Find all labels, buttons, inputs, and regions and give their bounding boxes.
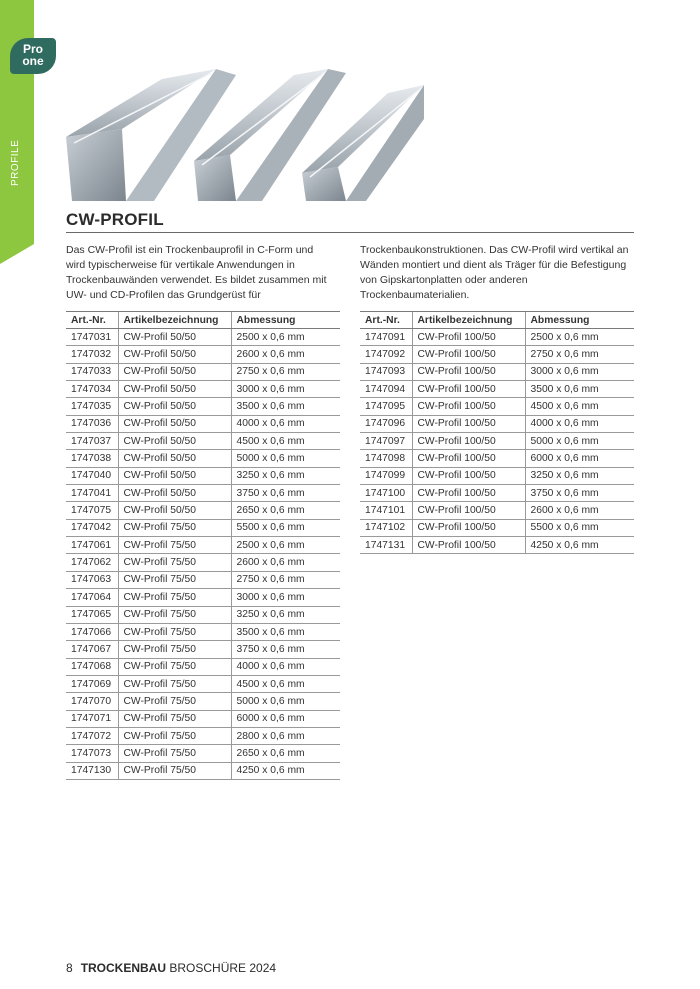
- cell-bezeichnung: CW-Profil 50/50: [118, 502, 231, 519]
- cell-art-nr: 1747031: [66, 329, 118, 346]
- header-art-nr: Art.-Nr.: [360, 312, 412, 329]
- cell-abmessung: 6000 x 0,6 mm: [525, 450, 634, 467]
- cell-art-nr: 1747095: [360, 398, 412, 415]
- table-row: [66, 485, 340, 502]
- cell-bezeichnung: CW-Profil 100/50: [412, 485, 525, 502]
- cell-art-nr: 1747042: [66, 519, 118, 536]
- cell-art-nr: 1747130: [66, 762, 118, 779]
- table-row: [66, 554, 340, 571]
- cell-abmessung: 5000 x 0,6 mm: [231, 450, 340, 467]
- table-row: [360, 415, 634, 432]
- cell-art-nr: 1747101: [360, 502, 412, 519]
- cell-art-nr: 1747034: [66, 381, 118, 398]
- table-row: [66, 571, 340, 588]
- cell-art-nr: 1747131: [360, 537, 412, 554]
- table-row: [66, 710, 340, 727]
- cell-bezeichnung: CW-Profil 75/50: [118, 658, 231, 675]
- table-row: [66, 658, 340, 675]
- cell-abmessung: 3750 x 0,6 mm: [525, 485, 634, 502]
- footer-brochure-rest: BROSCHÜRE 2024: [169, 961, 277, 975]
- cell-bezeichnung: CW-Profil 50/50: [118, 381, 231, 398]
- table-row: [360, 346, 634, 363]
- cell-art-nr: 1747097: [360, 433, 412, 450]
- cell-bezeichnung: CW-Profil 100/50: [412, 381, 525, 398]
- cell-bezeichnung: CW-Profil 75/50: [118, 519, 231, 536]
- cell-abmessung: 2800 x 0,6 mm: [231, 727, 340, 744]
- cell-art-nr: 1747038: [66, 450, 118, 467]
- cell-art-nr: 1747035: [66, 398, 118, 415]
- table-row: [66, 641, 340, 658]
- header-bezeichnung: Artikelbezeichnung: [118, 312, 231, 329]
- cw-profile-product-image: [66, 69, 424, 201]
- cell-abmessung: 2750 x 0,6 mm: [525, 346, 634, 363]
- cell-art-nr: 1747068: [66, 658, 118, 675]
- table-row: [360, 467, 634, 484]
- logo-text-bottom: one: [22, 54, 44, 68]
- cell-bezeichnung: CW-Profil 75/50: [118, 745, 231, 762]
- table-row: [360, 537, 634, 554]
- cell-bezeichnung: CW-Profil 75/50: [118, 693, 231, 710]
- cell-bezeichnung: CW-Profil 50/50: [118, 485, 231, 502]
- cell-art-nr: 1747063: [66, 571, 118, 588]
- cell-art-nr: 1747040: [66, 467, 118, 484]
- cell-bezeichnung: CW-Profil 100/50: [412, 363, 525, 380]
- header-bezeichnung: Artikelbezeichnung: [412, 312, 525, 329]
- cell-art-nr: 1747061: [66, 537, 118, 554]
- cell-art-nr: 1747094: [360, 381, 412, 398]
- table-row: [66, 762, 340, 779]
- table-row: [66, 502, 340, 519]
- table-row: [66, 363, 340, 380]
- cell-abmessung: 4000 x 0,6 mm: [231, 658, 340, 675]
- cell-abmessung: 4500 x 0,6 mm: [231, 433, 340, 450]
- table-body-left: [66, 329, 340, 780]
- page-number: 8: [66, 961, 73, 975]
- cell-art-nr: 1747096: [360, 415, 412, 432]
- table-row: [66, 537, 340, 554]
- footer-brochure-bold: TROCKENBAU: [80, 961, 167, 975]
- cell-abmessung: 3750 x 0,6 mm: [231, 485, 340, 502]
- cell-abmessung: 4000 x 0,6 mm: [231, 415, 340, 432]
- cell-abmessung: 2650 x 0,6 mm: [231, 745, 340, 762]
- cell-art-nr: 1747072: [66, 727, 118, 744]
- table-row: [360, 502, 634, 519]
- cell-abmessung: 5000 x 0,6 mm: [231, 693, 340, 710]
- cell-abmessung: 3000 x 0,6 mm: [231, 381, 340, 398]
- cell-art-nr: 1747099: [360, 467, 412, 484]
- table-row: [66, 450, 340, 467]
- cell-bezeichnung: CW-Profil 75/50: [118, 571, 231, 588]
- cell-bezeichnung: CW-Profil 75/50: [118, 606, 231, 623]
- cell-art-nr: 1747100: [360, 485, 412, 502]
- cell-bezeichnung: CW-Profil 50/50: [118, 433, 231, 450]
- section-title: CW-PROFIL: [66, 210, 164, 229]
- cell-abmessung: 3250 x 0,6 mm: [231, 467, 340, 484]
- cell-bezeichnung: CW-Profil 50/50: [118, 346, 231, 363]
- cell-bezeichnung: CW-Profil 50/50: [118, 398, 231, 415]
- page-footer: [66, 961, 276, 975]
- table-row: [66, 346, 340, 363]
- cell-art-nr: 1747070: [66, 693, 118, 710]
- cell-art-nr: 1747098: [360, 450, 412, 467]
- cell-bezeichnung: CW-Profil 50/50: [118, 363, 231, 380]
- cell-abmessung: 3000 x 0,6 mm: [231, 589, 340, 606]
- cell-bezeichnung: CW-Profil 100/50: [412, 467, 525, 484]
- cell-art-nr: 1747033: [66, 363, 118, 380]
- cell-abmessung: 3750 x 0,6 mm: [231, 641, 340, 658]
- product-table-right: [360, 311, 634, 554]
- cell-abmessung: 2600 x 0,6 mm: [231, 346, 340, 363]
- cell-abmessung: 2650 x 0,6 mm: [231, 502, 340, 519]
- table-row: [360, 363, 634, 380]
- cell-bezeichnung: CW-Profil 75/50: [118, 710, 231, 727]
- table-row: [66, 381, 340, 398]
- cell-abmessung: 4500 x 0,6 mm: [525, 398, 634, 415]
- cell-bezeichnung: CW-Profil 100/50: [412, 398, 525, 415]
- cell-abmessung: 2600 x 0,6 mm: [231, 554, 340, 571]
- cell-bezeichnung: CW-Profil 75/50: [118, 554, 231, 571]
- cell-art-nr: 1747091: [360, 329, 412, 346]
- table-row: [66, 623, 340, 640]
- cell-bezeichnung: CW-Profil 100/50: [412, 346, 525, 363]
- cell-art-nr: 1747036: [66, 415, 118, 432]
- cell-abmessung: 2600 x 0,6 mm: [525, 502, 634, 519]
- cell-bezeichnung: CW-Profil 75/50: [118, 675, 231, 692]
- cell-abmessung: 4000 x 0,6 mm: [525, 415, 634, 432]
- table-header-row: [66, 312, 340, 329]
- table-row: [66, 675, 340, 692]
- cell-abmessung: 5000 x 0,6 mm: [525, 433, 634, 450]
- table-row: [360, 433, 634, 450]
- cell-abmessung: 3500 x 0,6 mm: [231, 623, 340, 640]
- cell-art-nr: 1747064: [66, 589, 118, 606]
- table-row: [66, 398, 340, 415]
- cell-art-nr: 1747073: [66, 745, 118, 762]
- cell-art-nr: 1747062: [66, 554, 118, 571]
- cell-abmessung: 5500 x 0,6 mm: [525, 519, 634, 536]
- cell-bezeichnung: CW-Profil 50/50: [118, 467, 231, 484]
- cell-abmessung: 2500 x 0,6 mm: [525, 329, 634, 346]
- title-divider: [66, 232, 634, 233]
- header-abmessung: Abmessung: [231, 312, 340, 329]
- cell-bezeichnung: CW-Profil 100/50: [412, 537, 525, 554]
- cell-abmessung: 4500 x 0,6 mm: [231, 675, 340, 692]
- cell-art-nr: 1747069: [66, 675, 118, 692]
- cell-bezeichnung: CW-Profil 100/50: [412, 329, 525, 346]
- table-row: [66, 727, 340, 744]
- cell-bezeichnung: CW-Profil 75/50: [118, 589, 231, 606]
- cell-art-nr: 1747066: [66, 623, 118, 640]
- cell-art-nr: 1747032: [66, 346, 118, 363]
- cell-abmessung: 3250 x 0,6 mm: [231, 606, 340, 623]
- cell-art-nr: 1747075: [66, 502, 118, 519]
- cell-abmessung: 3000 x 0,6 mm: [525, 363, 634, 380]
- table-row: [360, 519, 634, 536]
- cell-art-nr: 1747102: [360, 519, 412, 536]
- cell-abmessung: 3500 x 0,6 mm: [525, 381, 634, 398]
- table-row: [66, 745, 340, 762]
- cell-art-nr: 1747071: [66, 710, 118, 727]
- cell-bezeichnung: CW-Profil 100/50: [412, 415, 525, 432]
- table-header-row: [360, 312, 634, 329]
- header-abmessung: Abmessung: [525, 312, 634, 329]
- cell-bezeichnung: CW-Profil 50/50: [118, 329, 231, 346]
- brand-logo: [10, 38, 56, 74]
- cell-art-nr: 1747065: [66, 606, 118, 623]
- header-art-nr: Art.-Nr.: [66, 312, 118, 329]
- cell-abmessung: 3250 x 0,6 mm: [525, 467, 634, 484]
- table-row: [66, 606, 340, 623]
- cell-bezeichnung: CW-Profil 50/50: [118, 415, 231, 432]
- cell-art-nr: 1747041: [66, 485, 118, 502]
- logo-text-top: Pro: [22, 42, 43, 56]
- cell-abmessung: 2750 x 0,6 mm: [231, 363, 340, 380]
- table-row: [360, 485, 634, 502]
- cell-abmessung: 4250 x 0,6 mm: [525, 537, 634, 554]
- cell-abmessung: 2500 x 0,6 mm: [231, 537, 340, 554]
- table-row: [360, 381, 634, 398]
- table-row: [66, 415, 340, 432]
- table-row: [360, 450, 634, 467]
- table-row: [66, 329, 340, 346]
- cell-bezeichnung: CW-Profil 100/50: [412, 433, 525, 450]
- cell-abmessung: 3500 x 0,6 mm: [231, 398, 340, 415]
- cell-bezeichnung: CW-Profil 75/50: [118, 762, 231, 779]
- cell-bezeichnung: CW-Profil 50/50: [118, 450, 231, 467]
- table-row: [66, 589, 340, 606]
- intro-text-left: Das CW-Profil ist ein Trockenbauprofil in C-Form und wird typischerweise für vertikale Anwendungen in Trockenbauwänden verwendet. Es bildet zusammen mit UW- und CD-Profilen das Grundgerüst für: [66, 244, 327, 301]
- cell-art-nr: 1747037: [66, 433, 118, 450]
- cell-abmessung: 2500 x 0,6 mm: [231, 329, 340, 346]
- table-row: [66, 467, 340, 484]
- cell-bezeichnung: CW-Profil 75/50: [118, 727, 231, 744]
- cell-art-nr: 1747067: [66, 641, 118, 658]
- cell-abmessung: 2750 x 0,6 mm: [231, 571, 340, 588]
- table-row: [360, 398, 634, 415]
- table-row: [66, 519, 340, 536]
- cell-abmessung: 6000 x 0,6 mm: [231, 710, 340, 727]
- cell-bezeichnung: CW-Profil 100/50: [412, 519, 525, 536]
- cell-abmessung: 4250 x 0,6 mm: [231, 762, 340, 779]
- cell-bezeichnung: CW-Profil 100/50: [412, 502, 525, 519]
- table-row: [66, 433, 340, 450]
- cell-bezeichnung: CW-Profil 75/50: [118, 537, 231, 554]
- table-row: [360, 329, 634, 346]
- intro-text-right: Trockenbaukonstruktionen. Das CW-Profil wird vertikal an Wänden montiert und dient als Träger für die Befestigung von Gipskartonplatten oder anderen Trockenbaumaterialien.: [360, 244, 629, 301]
- table-row: [66, 693, 340, 710]
- product-table-left: [66, 311, 340, 780]
- cell-art-nr: 1747093: [360, 363, 412, 380]
- table-body-right: [360, 329, 634, 554]
- cell-bezeichnung: CW-Profil 75/50: [118, 623, 231, 640]
- cell-art-nr: 1747092: [360, 346, 412, 363]
- cell-abmessung: 5500 x 0,6 mm: [231, 519, 340, 536]
- cell-bezeichnung: CW-Profil 75/50: [118, 641, 231, 658]
- cell-bezeichnung: CW-Profil 100/50: [412, 450, 525, 467]
